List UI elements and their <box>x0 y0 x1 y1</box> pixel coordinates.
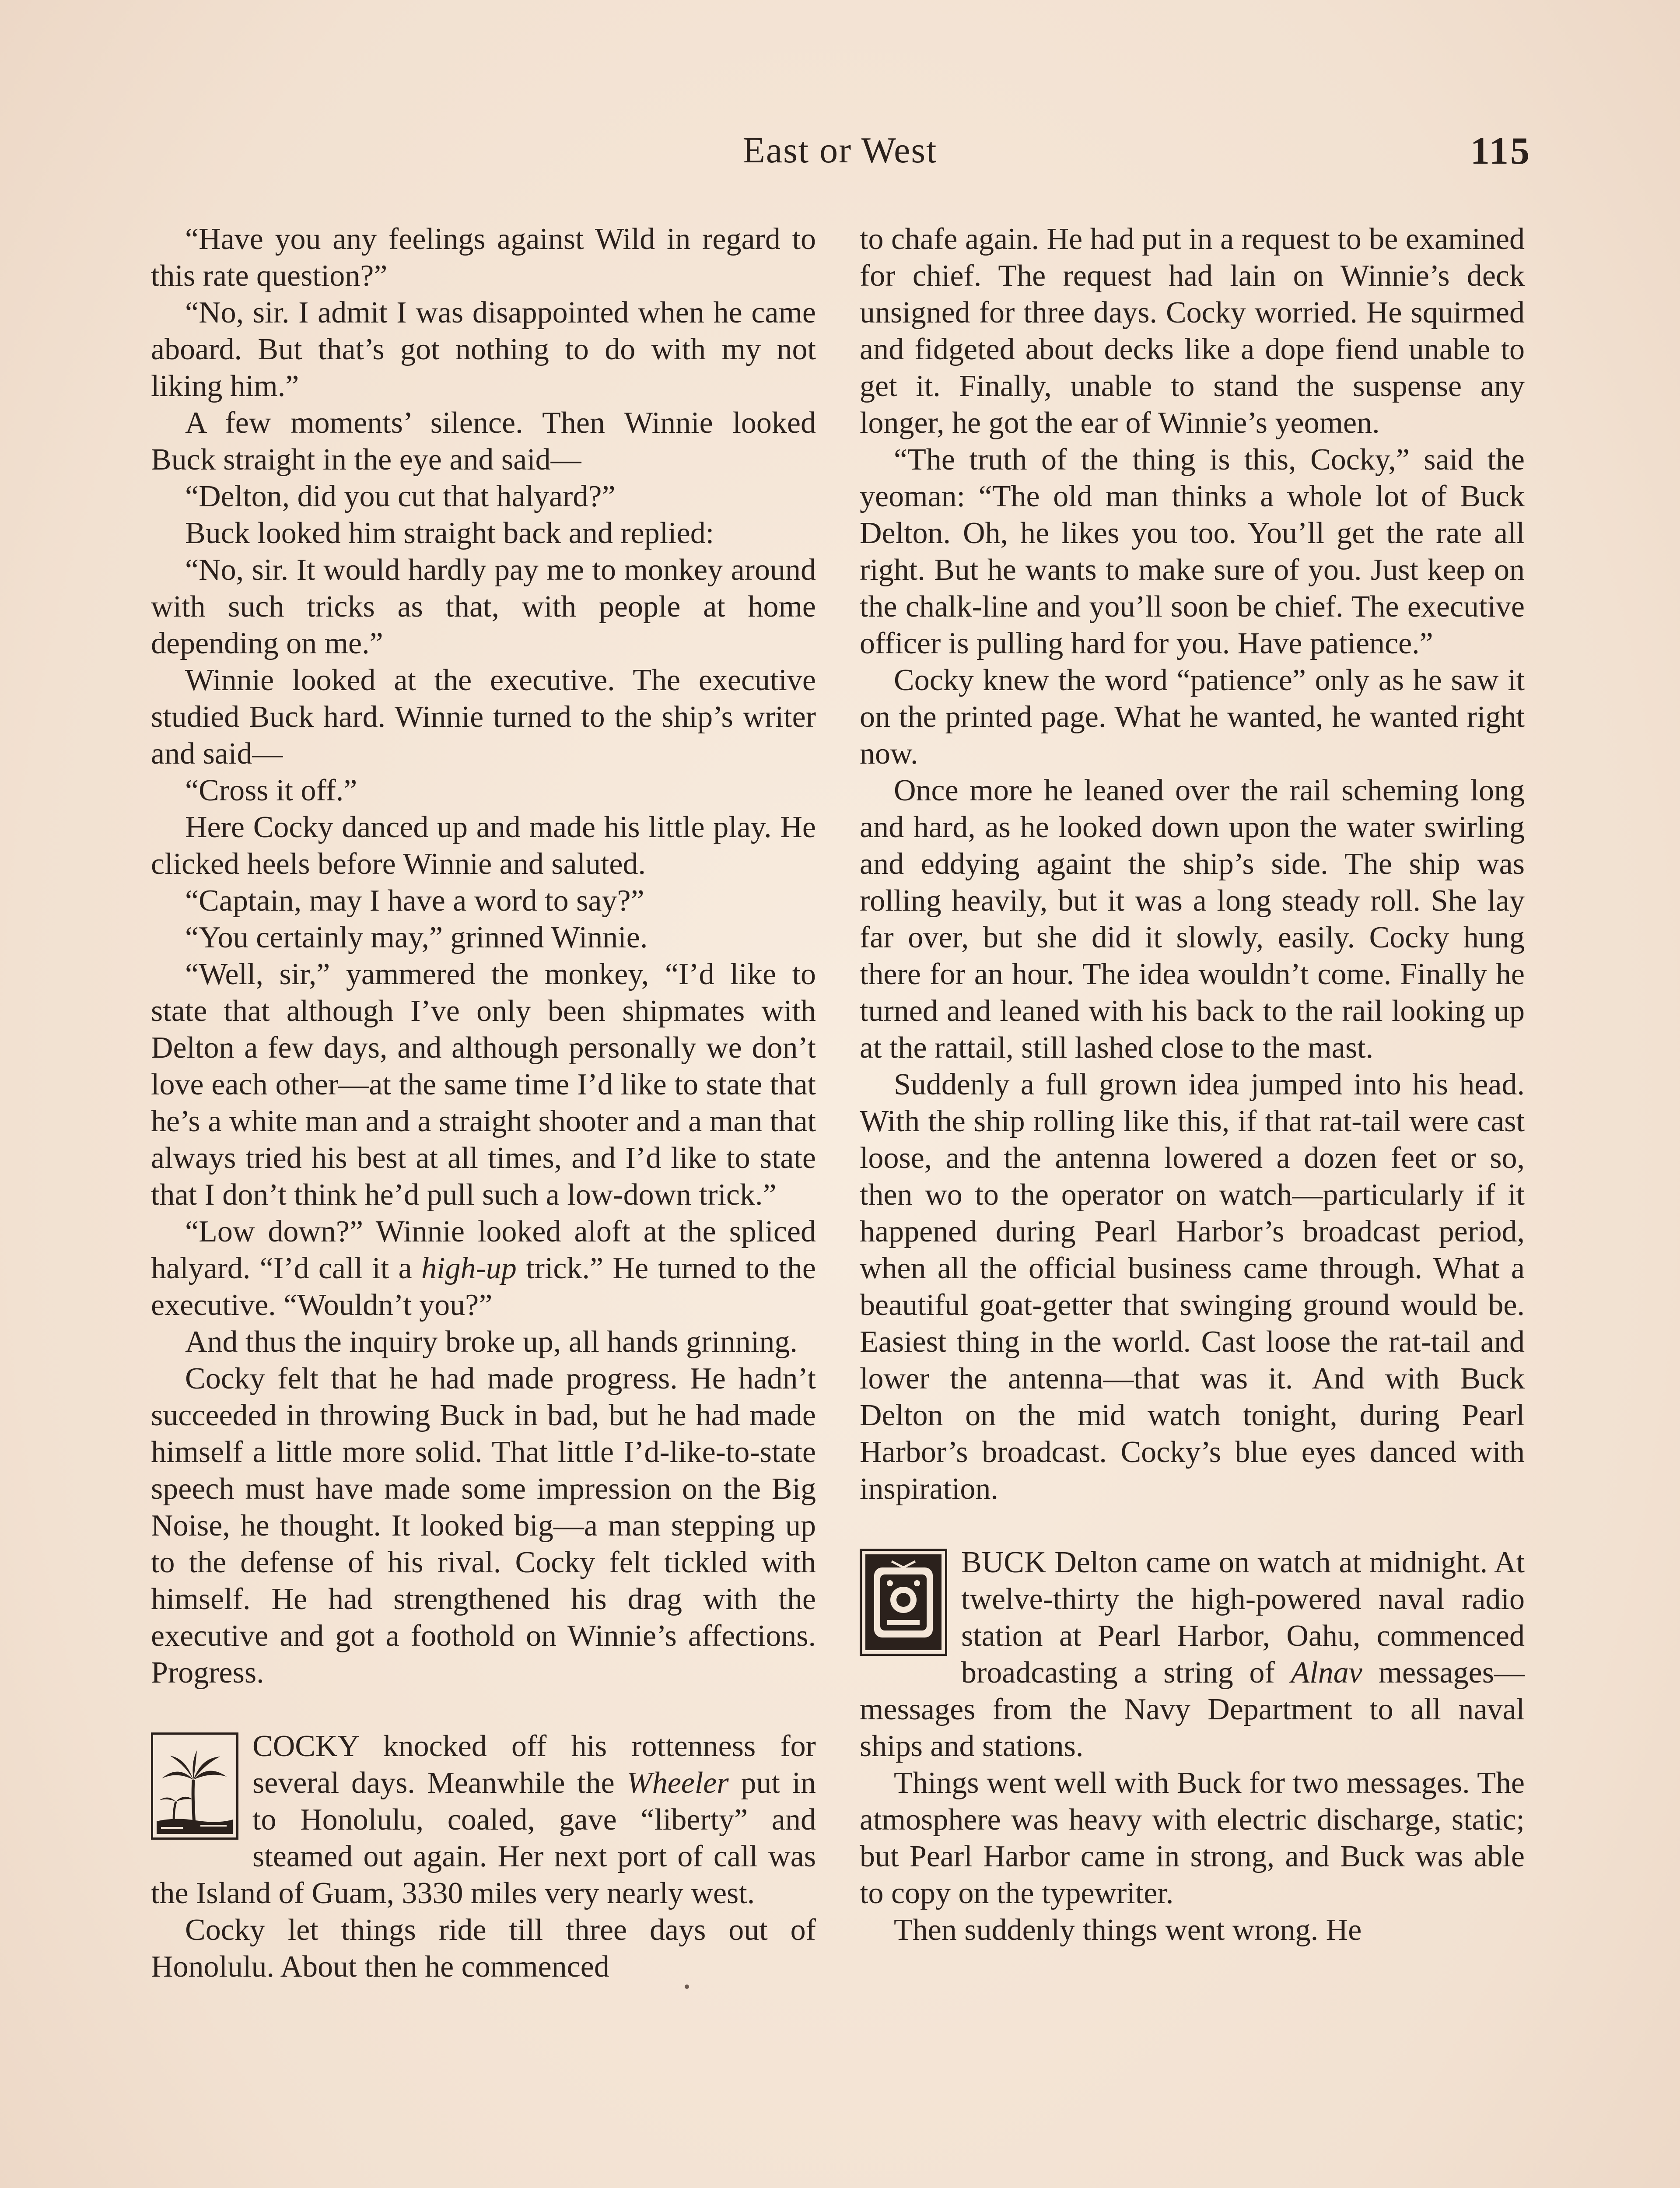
running-header <box>149 129 1531 182</box>
radio-set-vignette-icon <box>860 1549 947 1656</box>
paragraph: And thus the inquiry broke up, all hands grinning. <box>185 1325 798 1359</box>
italic-ship-name: Wheeler <box>626 1766 729 1800</box>
paragraph: Cocky felt that he had made progress. He hadn’t succeeded in throwing Buck in bad, but he had made himself a little more solid. That little I’d-like-to-state speech must have made some impression on the Big Noise, he thought. It looked big—a man stepping up to the defense of his rival. Cocky felt tickled with himself. He had strengthened his drag with the executive and got a foothold on Winnie’s affections. Progress. <box>151 1362 816 1690</box>
section-opening-paragraph <box>860 1544 1525 1765</box>
paragraph: “Cross it off.” <box>185 774 357 807</box>
running-title: East or West <box>742 130 938 171</box>
palm-tree-vignette-icon <box>151 1732 238 1840</box>
paragraph: “No, sir. I admit I was disappointed when he came aboard. But that’s got nothing to do with my not liking him.” <box>151 296 816 403</box>
left-column <box>151 221 816 2188</box>
paragraph: “Captain, may I have a word to say?” <box>185 884 644 918</box>
paragraph: “The truth of the thing is this, Cocky,” said the yeoman: “The old man thinks a whole lot of Buck Delton. Oh, he likes you too. You’ll get the rate all right. But he wants to make sure of you. Just keep on the chalk-line and you’ll soon be chief. The executive officer is pulling hard for you. Have patience.” <box>860 443 1525 660</box>
page-number: 115 <box>1470 130 1531 172</box>
ornament-dot <box>685 1985 689 1989</box>
text-run: COCKY knocked off his rottenness for several days. Meanwhile the <box>252 1729 816 1800</box>
paragraph: “Delton, did you cut that halyard?” <box>185 480 616 513</box>
right-column <box>860 221 1525 2188</box>
italic-text: Alnav <box>1291 1656 1362 1690</box>
paragraph: Cocky knew the word “patience” only as he saw it on the printed page. What he wanted, he wanted right now. <box>860 663 1525 771</box>
paragraph: Winnie looked at the executive. The executive studied Buck hard. Winnie turned to the ship’s writer and said— <box>151 663 816 771</box>
paragraph: Buck looked him straight back and replied: <box>185 516 714 550</box>
paragraph: Cocky let things ride till three days out of Honolulu. About then he commenced <box>151 1913 816 1984</box>
text-run: “Low down?” Winnie looked aloft at the spliced halyard. “I’d call it a <box>151 1215 816 1285</box>
paragraph: “Have you any feelings against Wild in regard to this rate question?” <box>151 222 816 293</box>
text-run: BUCK Delton came on watch at midnight. At twelve-thirty the high-powered naval radio station at Pearl Harbor, Oahu, commenced broadcasting a string of <box>961 1546 1525 1690</box>
text-run: put in to Honolulu, coaled, gave “liberty” and steamed out again. Her next port of call was the Island of Guam, 3330 miles very nearly west. <box>151 1766 816 1910</box>
paragraph: Here Cocky danced up and made his little play. He clicked heels before Winnie and saluted. <box>151 810 816 881</box>
paragraph <box>151 1213 816 1324</box>
paragraph: to chafe again. He had put in a request to be examined for chief. The request had lain on Winnie’s deck unsigned for three days. Cocky worried. He squirmed and fidgeted about decks like a dope fiend unable to get it. Finally, unable to stand the suspense any longer, he got the ear of Winnie’s yeomen. <box>860 222 1525 440</box>
text-run: messages—messages from the Navy Department to all naval ships and stations. <box>860 1656 1525 1763</box>
section-opening-paragraph <box>151 1728 816 1912</box>
text-run: trick.” He turned to the executive. “Wouldn’t you?” <box>151 1252 816 1322</box>
paragraph: Once more he leaned over the rail scheming long and hard, as he looked down upon the water swirling and eddying againt the ship’s side. The ship was rolling heavily, but it was a long steady roll. She lay far over, but she did it slowly, easily. Cocky hung there for an hour. The idea wouldn’t come. Finally he turned and leaned with his back to the rail looking up at the rattail, still lashed close to the mast. <box>860 774 1525 1065</box>
italic-text: high-up <box>421 1252 517 1285</box>
paragraph: Then suddenly things went wrong. He <box>894 1913 1362 1947</box>
paragraph: Suddenly a full grown idea jumped into his head. With the ship rolling like this, if that rat-tail were cast loose, and the antenna lowered a dozen feet or so, then wo to the operator on watch—particularly if it happened during Pearl Harbor’s broadcast period, when all the official business came through. What a beautiful goat-getter that swinging ground would be. Easiest thing in the world. Cast loose the rat-tail and lower the antenna—that was it. And with Buck Delton on the mid watch tonight, during Pearl Harbor’s broadcast. Cocky’s blue eyes danced with inspiration. <box>860 1068 1525 1506</box>
paragraph: Things went well with Buck for two messages. The atmosphere was heavy with electric discharge, static; but Pearl Harbor came in strong, and Buck was able to copy on the typewriter. <box>860 1766 1525 1910</box>
paragraph: “No, sir. It would hardly pay me to monkey around with such tricks as that, with people at home depending on me.” <box>151 553 816 660</box>
paragraph: “You certainly may,” grinned Winnie. <box>185 921 648 954</box>
paragraph: “Well, sir,” yammered the monkey, “I’d like to state that although I’ve only been shipmates with Delton a few days, and although personally we don’t love each other—at the same time I’d like to state that he’s a white man and a straight shooter and a man that always tried his best at all times, and I’d like to state that I don’t think he’d pull such a low-down trick.” <box>151 957 816 1212</box>
paragraph: A few moments’ silence. Then Winnie looked Buck straight in the eye and said— <box>151 406 816 477</box>
